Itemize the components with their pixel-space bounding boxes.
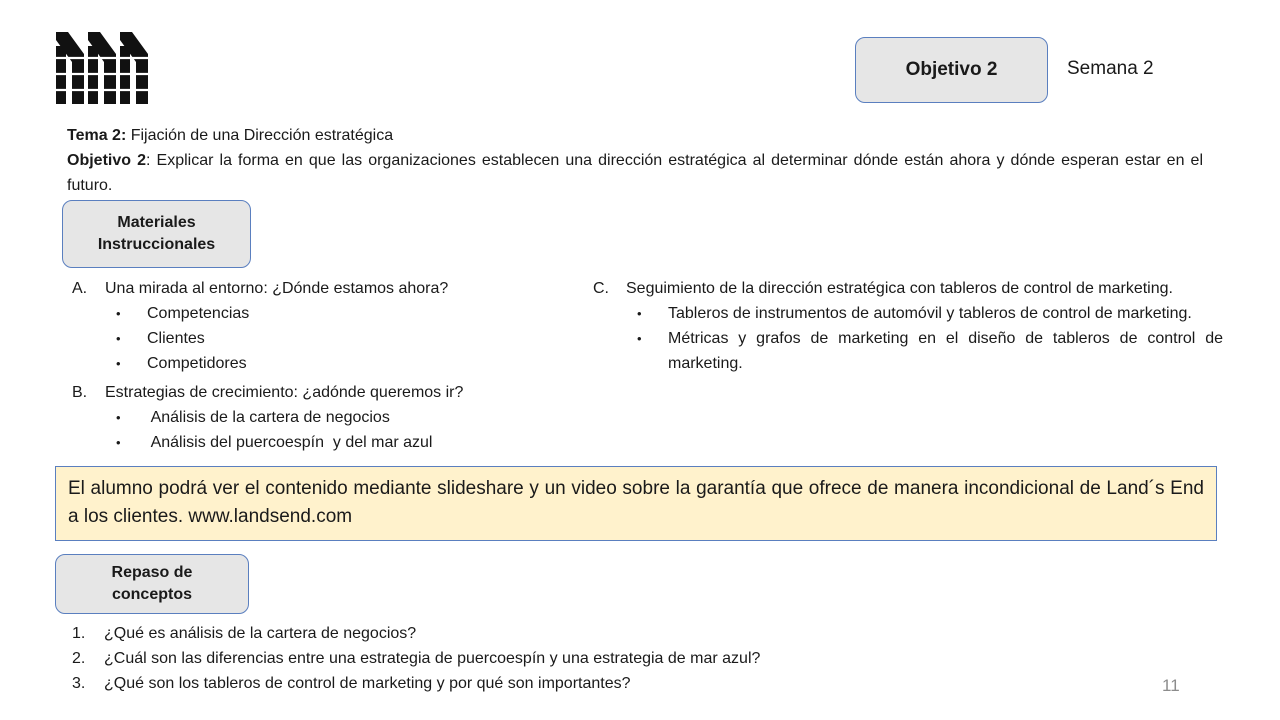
materials-badge-line2: Instruccionales bbox=[97, 236, 216, 253]
question-item bbox=[72, 671, 972, 696]
objective-line bbox=[67, 148, 1203, 198]
bullet-icon: • bbox=[116, 435, 121, 450]
question-text: ¿Qué es análisis de la cartera de negocios? bbox=[104, 625, 417, 642]
bullet-icon: • bbox=[116, 306, 121, 321]
item-text: Una mirada al entorno: ¿Dónde estamos ahora? bbox=[105, 280, 449, 297]
university-logo bbox=[54, 28, 150, 108]
materials-badge-line1: Materiales bbox=[117, 213, 196, 231]
bullet-text: Clientes bbox=[147, 330, 205, 347]
bullet-item bbox=[72, 430, 562, 455]
item-marker: B. bbox=[72, 384, 88, 401]
topic-block bbox=[67, 123, 1203, 198]
review-badge bbox=[55, 554, 249, 614]
review-questions bbox=[72, 621, 972, 696]
bullet-icon: • bbox=[116, 331, 121, 346]
bullet-icon: • bbox=[637, 306, 642, 321]
bullet-item bbox=[72, 326, 562, 351]
topic-line bbox=[67, 123, 1203, 148]
question-text: ¿Qué son los tableros de control de marketing y por qué son importantes? bbox=[104, 675, 631, 692]
item-text: Seguimiento de la dirección estratégica con tableros de control de marketing. bbox=[626, 280, 1173, 297]
question-number: 3. bbox=[72, 675, 86, 692]
bullet-icon: • bbox=[637, 331, 642, 346]
bullet-text: Métricas y grafos de marketing en el diseño de tableros de control de marketing. bbox=[668, 330, 1223, 372]
material-item-a bbox=[72, 276, 562, 301]
page-number: 11 bbox=[1162, 676, 1180, 695]
bullet-item bbox=[593, 326, 1223, 376]
review-badge-line2: conceptos bbox=[111, 586, 192, 603]
material-item-c bbox=[593, 276, 1223, 301]
materials-left-column bbox=[72, 276, 562, 455]
item-marker: C. bbox=[593, 280, 609, 297]
question-number: 1. bbox=[72, 625, 86, 642]
objective-badge bbox=[855, 37, 1048, 103]
bullet-text: Competidores bbox=[147, 355, 247, 372]
bullet-item bbox=[72, 405, 562, 430]
objective-text: : Explicar la forma en que las organizaciones establecen una dirección estratégica al determinar dónde están ahora y dónde esperan estar en el futuro. bbox=[67, 152, 1203, 194]
question-number: 2. bbox=[72, 650, 86, 667]
materials-right-column bbox=[593, 276, 1223, 376]
item-text: Estrategias de crecimiento: ¿adónde queremos ir? bbox=[105, 384, 464, 401]
bullet-icon: • bbox=[116, 410, 121, 425]
week-label: Semana 2 bbox=[1067, 58, 1154, 79]
bullet-text: Competencias bbox=[147, 305, 250, 322]
topic-label: Tema 2: bbox=[67, 127, 127, 144]
bullet-item bbox=[72, 301, 562, 326]
objective-badge-label: Objetivo 2 bbox=[905, 58, 998, 80]
bullet-text: Análisis del puercoespín y del mar azul bbox=[147, 434, 433, 451]
item-marker: A. bbox=[72, 280, 88, 297]
materials-badge bbox=[62, 200, 251, 268]
bullet-item bbox=[593, 301, 1223, 326]
review-badge-line1: Repaso de bbox=[111, 563, 193, 581]
question-item bbox=[72, 621, 972, 646]
material-item-b bbox=[72, 380, 562, 405]
bullet-text: Tableros de instrumentos de automóvil y tableros de control de marketing. bbox=[668, 305, 1192, 322]
objective-label: Objetivo 2 bbox=[67, 152, 146, 169]
question-text: ¿Cuál son las diferencias entre una estrategia de puercoespín y una estrategia de mar azul? bbox=[104, 650, 761, 667]
topic-text: Fijación de una Dirección estratégica bbox=[126, 127, 394, 144]
notice-box: El alumno podrá ver el contenido mediante slideshare y un video sobre la garantía que ofrece de manera incondicional de Land´s End a los clientes. www.landsend.com bbox=[55, 466, 1217, 541]
bullet-item bbox=[72, 351, 562, 376]
bullet-icon: • bbox=[116, 356, 121, 371]
question-item bbox=[72, 646, 972, 671]
bullet-text: Análisis de la cartera de negocios bbox=[147, 409, 390, 426]
